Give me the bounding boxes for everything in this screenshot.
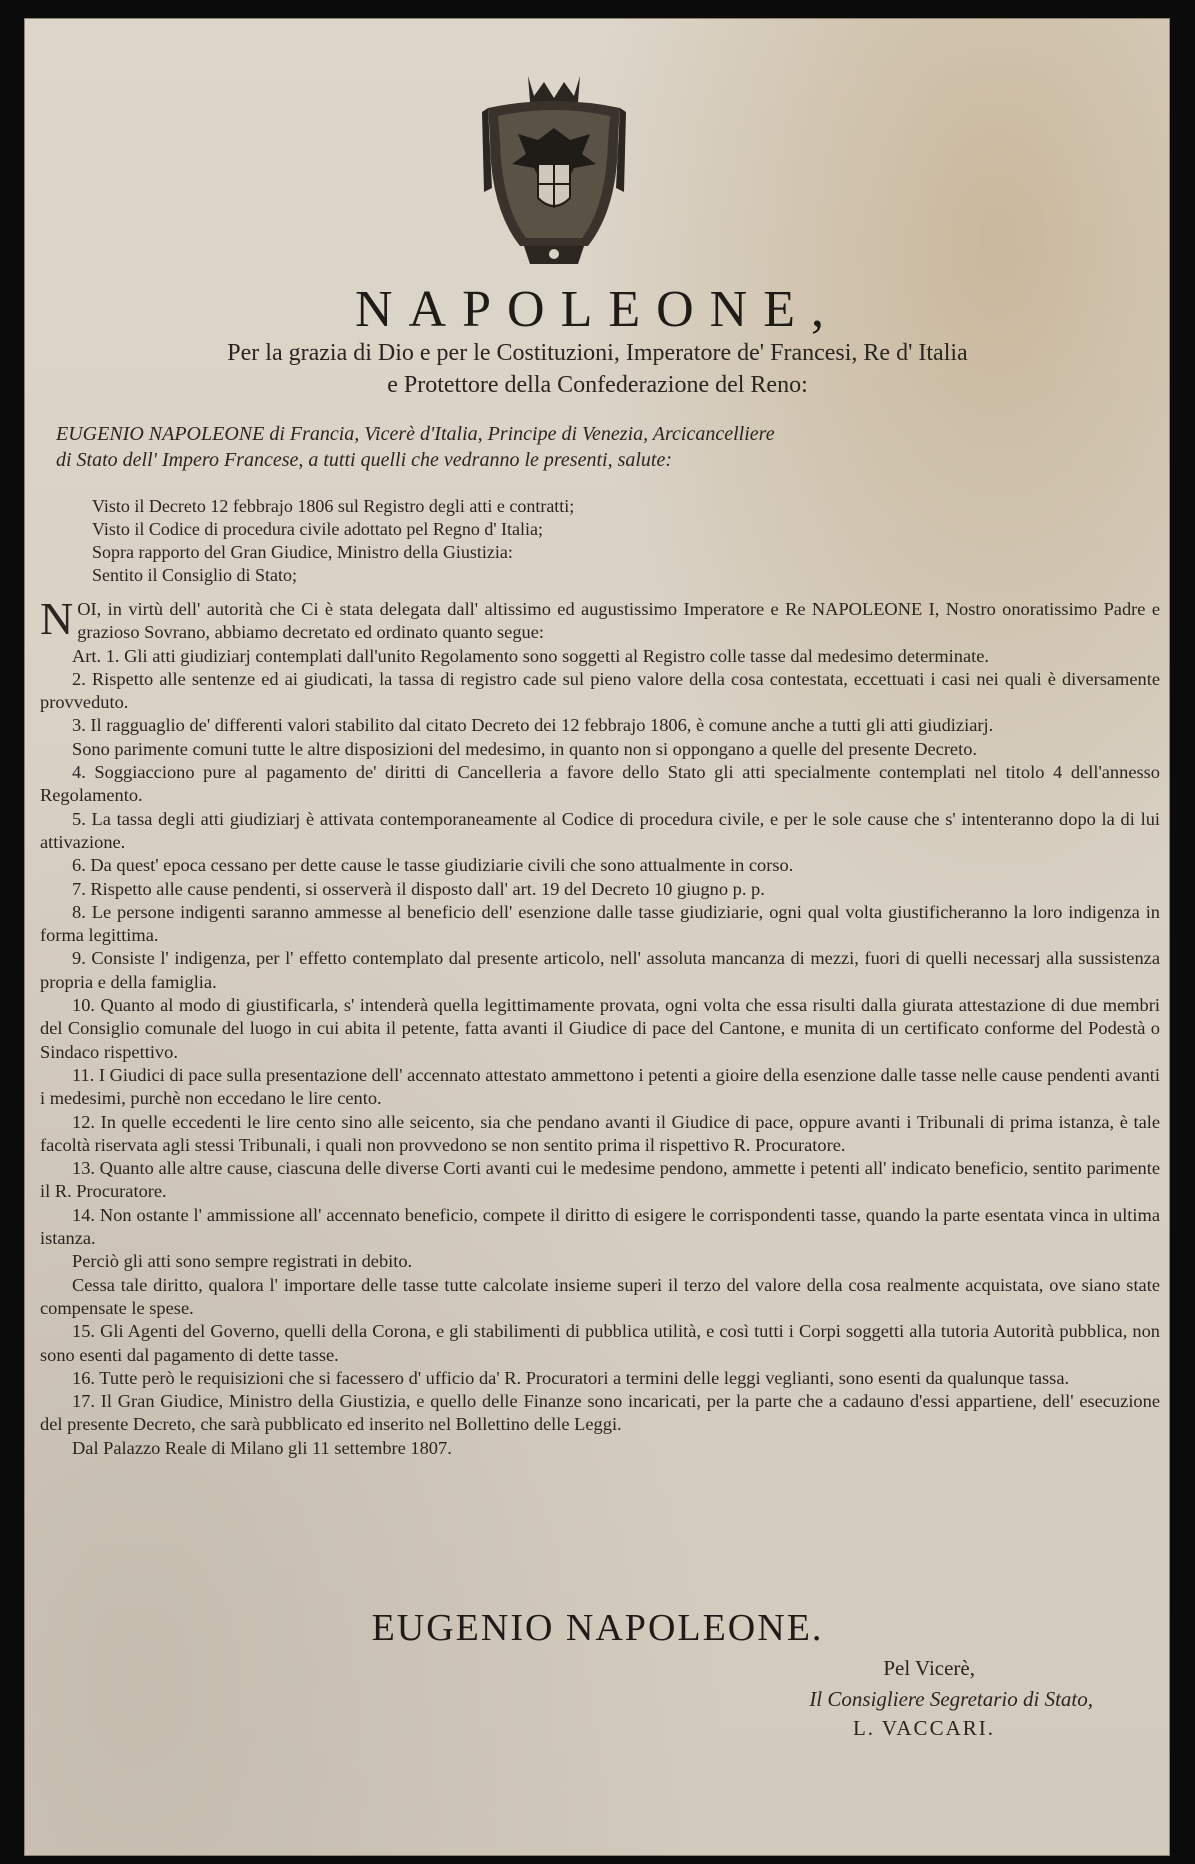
signature-role: Il Consigliere Segretario di Stato,: [809, 1687, 1093, 1711]
article: 8. Le persone indigenti saranno ammesse al beneficio dell' esenzione dalle tasse giudiziarie, ogni qual volta giustificheranno la loro indigenza in forma legittima.: [40, 901, 1160, 946]
consideration-line: Sentito il Consiglio di Stato;: [92, 565, 298, 585]
page-title: NAPOLEONE,: [355, 281, 840, 338]
article: Perciò gli atti sono sempre registrati in debito.: [72, 1251, 413, 1272]
issuer-line-1: EUGENIO NAPOLEONE di Francia, Vicerè d'Italia, Principe di Venezia, Arcicancelliere: [56, 423, 775, 445]
title-subtitle-line-1: Per la grazia di Dio e per le Costituzioni, Imperatore de' Francesi, Re d' Italia: [227, 340, 968, 366]
article: 17. Il Gran Giudice, Ministro della Giustizia, e quello delle Finanze sono incaricati, per la parte che a cadauno d'essi appartiene, dell' esecuzione del presente Decreto, che sarà pubblicato ed inserito nel Bollettino delle Leggi.: [40, 1391, 1160, 1435]
article: 16. Tutte però le requisizioni che si facessero d' ufficio da' R. Procuratori a termini delle leggi veglianti, sono esenti da qualunque tassa.: [72, 1367, 1070, 1388]
article: 2. Rispetto alle sentenze ed ai giudicati, la tassa di registro cade sul pieno valore della cosa contestata, eccettuati i casi nei quali è diversamente provveduto.: [40, 668, 1160, 713]
article: 11. I Giudici di pace sulla presentazione dell' accennato attestato ammettono i petenti a gioire della esenzione dalle tasse nelle cause pendenti avanti i medesimi, purchè non eccedano le lire cento.: [40, 1064, 1160, 1109]
article: Art. 1. Gli atti giudiziarj contemplati dall'unito Regolamento sono soggetti al Registro colle tasse dal medesimo determinate.: [72, 645, 990, 666]
article: 4. Soggiacciono pure al pagamento de' diritti di Cancelleria a favore dello Stato gli atti specialmente contemplati nel titolo 4 dell'annesso Regolamento.: [40, 762, 1160, 806]
consideration-line: Visto il Codice di procedura civile adottato pel Regno d' Italia;: [92, 519, 544, 539]
signature-secretary: L. VACCARI.: [852, 1716, 995, 1740]
article: Cessa tale diritto, qualora l' importare delle tasse tutte calcolate insieme superi il terzo del valore della cosa realmente acquistata, ove siano state compensate le spese.: [40, 1274, 1160, 1318]
article: 12. In quelle eccedenti le lire cento sino alle seicento, sia che pendano avanti il Giudice di pace, oppure avanti i Tribunali di prima istanza, è tale facoltà riservata agli stessi Tribunali, i quali non provvedono se non sentito prima il rispettivo R. Procuratore.: [40, 1111, 1160, 1155]
consideration-line: Visto il Decreto 12 febbrajo 1806 sul Registro degli atti e contratti;: [92, 496, 575, 516]
decree-intro-text: OI, in virtù dell' autorità che Ci è stata delegata dall' altissimo ed augustissimo Imperatore e Re NAPOLEONE I, Nostro onoratissimo Padre e grazioso Sovrano, abbiamo decretato ed ordinato quanto segue:: [77, 599, 1160, 643]
article: 10. Quanto al modo di giustificarla, s' intenderà quella legittimamente provata, ogni volta che essa risulti dalla giurata attestazione di due membri del Consiglio comunale del luogo in cui abita il petente, fatta avanti il Giudice di pace del Cantone, e munita di un certificato conforme del Podestà o Sindaco rispettivo.: [40, 995, 1160, 1062]
article: 3. Il ragguaglio de' differenti valori stabilito dal citato Decreto dei 12 febbrajo 1806, è comune anche a tutti gli atti giudiziarj.: [72, 715, 994, 736]
article: 6. Da quest' epoca cessano per dette cause le tasse giudiziarie civili che sono attualmente in corso.: [72, 855, 794, 876]
article: Sono parimente comuni tutte le altre disposizioni del medesimo, in quanto non si oppongano a quelle del presente Decreto.: [72, 738, 978, 759]
article: 14. Non ostante l' ammissione all' accennato beneficio, compete il diritto di esigere le corrispondenti tasse, quando la parte esentata vinca in ultima istanza.: [40, 1204, 1160, 1249]
article: 5. La tassa degli atti giudiziarj è attivata contemporaneamente al Codice di procedura civile, e per le sole cause che s' intenteranno dopo la di lui attivazione.: [40, 808, 1160, 852]
article: 13. Quanto alle altre cause, ciascuna delle diverse Corti avanti cui le medesime pendono, ammette i petenti all' indicato beneficio, sentito parimente il R. Procuratore.: [40, 1158, 1160, 1202]
issuer-line-2: di Stato dell' Impero Francese, a tutti quelli che vedranno le presenti, salute:: [56, 449, 672, 471]
title-subtitle-line-2: e Protettore della Confederazione del Reno:: [387, 372, 808, 398]
article: 7. Rispetto alle cause pendenti, si osserverà il disposto dall' art. 19 del Decreto 10 giugno p. p.: [72, 878, 765, 899]
decree-body: [40, 593, 1160, 1460]
article: 9. Consiste l' indigenza, per l' effetto contemplato dal presente articolo, nell' assoluta mancanza di mezzi, fuori di quelli necessarj alla sussistenza propria e della famiglia.: [40, 948, 1160, 992]
consideration-line: Sopra rapporto del Gran Giudice, Ministro della Giustizia:: [92, 542, 513, 562]
drop-cap: N: [40, 593, 74, 644]
signature-pel-vicere: Pel Vicerè,: [883, 1656, 975, 1680]
signature-name: EUGENIO NAPOLEONE.: [371, 1607, 824, 1649]
decree-intro: [40, 593, 1160, 645]
article: 15. Gli Agenti del Governo, quelli della Corona, e gli stabilimenti di pubblica utilità, e così tutti i Corpi soggetti alla tutoria Autorità pubblica, non sono esenti dal pagamento di dette tasse.: [40, 1321, 1160, 1365]
coat-of-arms-emblem: [468, 68, 640, 278]
place-date: Dal Palazzo Reale di Milano gli 11 settembre 1807.: [72, 1437, 452, 1458]
